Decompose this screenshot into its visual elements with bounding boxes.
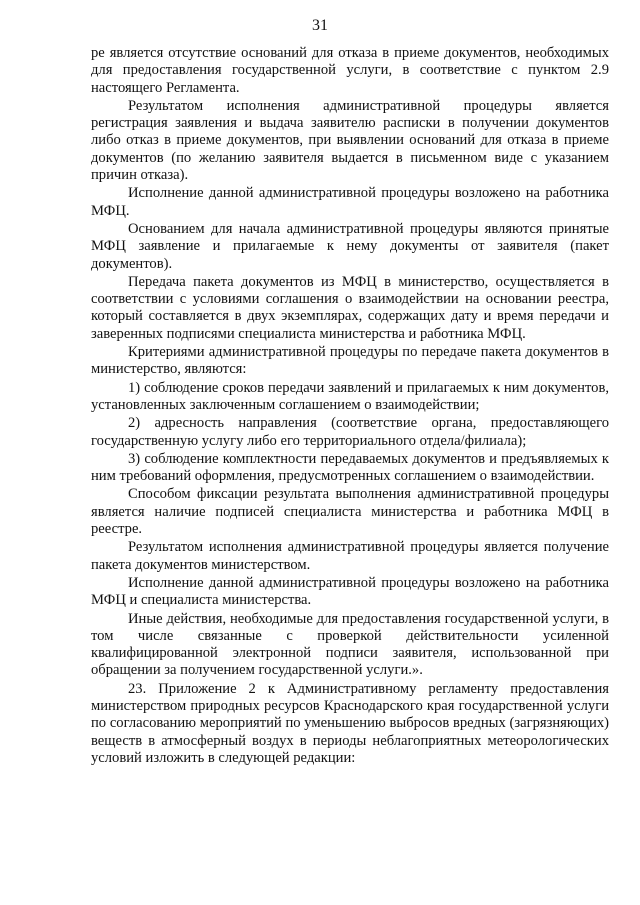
paragraph: Способом фиксации результата выполнения административной процедуры является наличие подписей специалиста министерства и работника МФЦ в реестре.	[91, 486, 609, 538]
list-item: 1) соблюдение сроков передачи заявлений и прилагаемых к ним документов, установленных заключенным соглашением о взаимодействии;	[91, 379, 609, 413]
paragraph: ре является отсутствие оснований для отказа в приеме документов, необходимых для предоставления государственной услуги, в соответствие с пунктом 2.9 настоящего Регламента.	[91, 45, 609, 96]
paragraph: Исполнение данной административной процедуры возложено на работника МФЦ и специалиста министерства.	[91, 574, 609, 609]
paragraph: Передача пакета документов из МФЦ в министерство, осуществляется в соответствии с условиями соглашения о взаимодействии на основании реестра, который составляется в двух экземплярах, содержащих дату и время передачи и заверенных подписями специалиста министерства и работника МФЦ.	[91, 273, 609, 342]
paragraph: Основанием для начала административной процедуры являются принятые МФЦ заявление и прилагаемые к нему документы от заявителя (пакет документов).	[91, 220, 609, 272]
paragraph: Результатом исполнения административной процедуры является регистрация заявления и выдача заявителю расписки в получении документов либо отказ в приеме документов, при выявлении оснований для отказа в приеме документов (по желанию заявителя выдается в письменном виде с указанием причин отказа).	[91, 97, 609, 184]
document-body	[91, 45, 609, 768]
list-item: 2) адресность направления (соответствие органа, предоставляющего государственную услугу либо его территориального отдела/филиала);	[91, 415, 609, 449]
paragraph: Исполнение данной административной процедуры возложено на работника МФЦ.	[91, 185, 609, 219]
list-item: 3) соблюдение комплектности передаваемых документов и предъявляемых к ним требований оформления, предусмотренных соглашением о взаимодействии.	[91, 450, 609, 485]
paragraph: Критериями административной процедуры по передаче пакета документов в министерство, являются:	[91, 344, 609, 378]
paragraph: 23. Приложение 2 к Административному регламенту предоставления министерством природных ресурсов Краснодарского края государственной услуги по согласованию мероприятий по уменьшению выбросов вредных (загрязняющих) веществ в атмосферный воздух в периоды неблагоприятных метеорологических условий изложить в следующей редакции:	[91, 680, 609, 766]
paragraph: Иные действия, необходимые для предоставления государственной услуги, в том числе связанные с проверкой действительности усиленной квалифицированной электронной подписи заявителя, использованной при обращении за получением государственной услуги.».	[91, 610, 609, 679]
paragraph: Результатом исполнения административной процедуры является получение пакета документов министерством.	[91, 539, 609, 573]
page-number: 31	[312, 17, 328, 34]
